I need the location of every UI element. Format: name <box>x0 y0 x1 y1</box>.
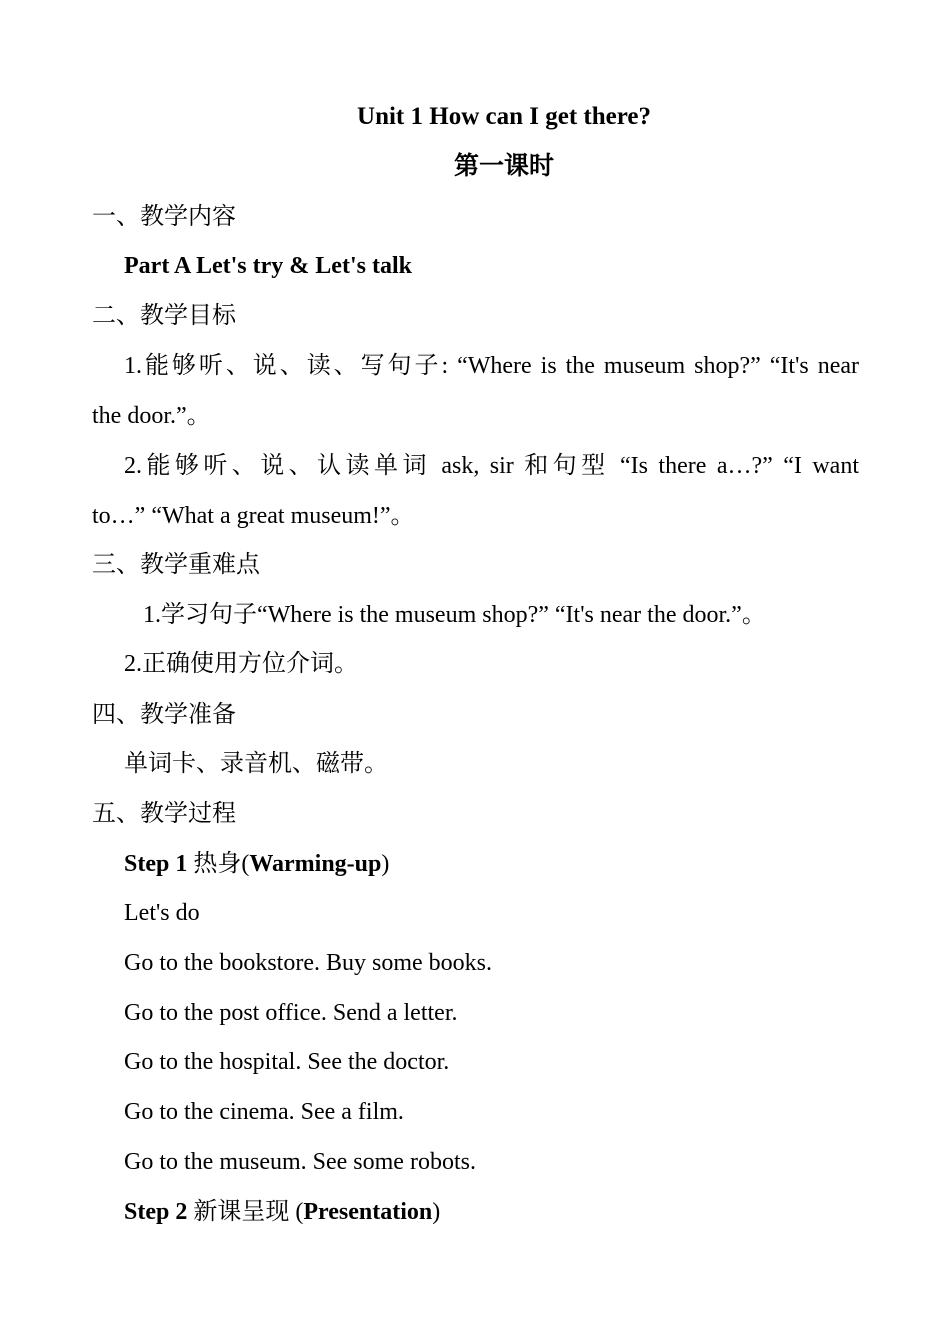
activity-line: Go to the post office. Send a letter. <box>124 1000 458 1026</box>
step-2-label: Step 2 <box>124 1199 188 1225</box>
section-heading-goals: 二、教学目标 <box>92 303 236 329</box>
activity-line: Go to the bookstore. Buy some books. <box>124 950 492 976</box>
activity-line: Go to the museum. See some robots. <box>124 1149 476 1175</box>
lesson-subtitle: 第一课时 <box>453 153 554 180</box>
step-1-en: Warming-up <box>249 851 382 877</box>
section-heading-process: 五、教学过程 <box>92 801 236 827</box>
lets-do-label: Let's do <box>124 900 200 926</box>
activity-line: Go to the hospital. See the doctor. <box>124 1049 450 1075</box>
key-point-1: 1.学习句子“Where is the museum shop?” “It's near the door.”。 <box>143 602 766 628</box>
section-heading-preparation: 四、教学准备 <box>92 702 236 728</box>
step-1-close: ) <box>381 851 390 877</box>
step-2-cn: 新课呈现 ( <box>187 1199 304 1225</box>
section-content-part: Part A Let's try & Let's talk <box>124 253 412 279</box>
preparation-content: 单词卡、录音机、磁带。 <box>124 751 388 777</box>
step-2-heading <box>124 1197 440 1227</box>
step-1-heading <box>124 849 389 879</box>
document-title: Unit 1 How can I get there? <box>357 103 651 130</box>
section-heading-key-points: 三、教学重难点 <box>92 552 260 578</box>
goal-1-line-1: 1.能够听、说、读、写句子: “Where is the museum shop?” “It's near <box>124 353 859 379</box>
step-2-close: ) <box>432 1199 441 1225</box>
activity-line: Go to the cinema. See a film. <box>124 1099 404 1125</box>
step-1-cn: 热身( <box>187 851 250 877</box>
step-2-en: Presentation <box>303 1199 433 1225</box>
step-1-label: Step 1 <box>124 851 188 877</box>
goal-1-line-2: the door.”。 <box>92 403 211 429</box>
key-point-2: 2.正确使用方位介词。 <box>124 651 358 677</box>
section-heading-content: 一、教学内容 <box>92 204 236 230</box>
goal-2-line-1: 2.能够听、说、认读单词 ask, sir 和句型 “Is there a…?” “I want <box>124 453 859 479</box>
goal-2-line-2: to…” “What a great museum!”。 <box>92 503 415 529</box>
